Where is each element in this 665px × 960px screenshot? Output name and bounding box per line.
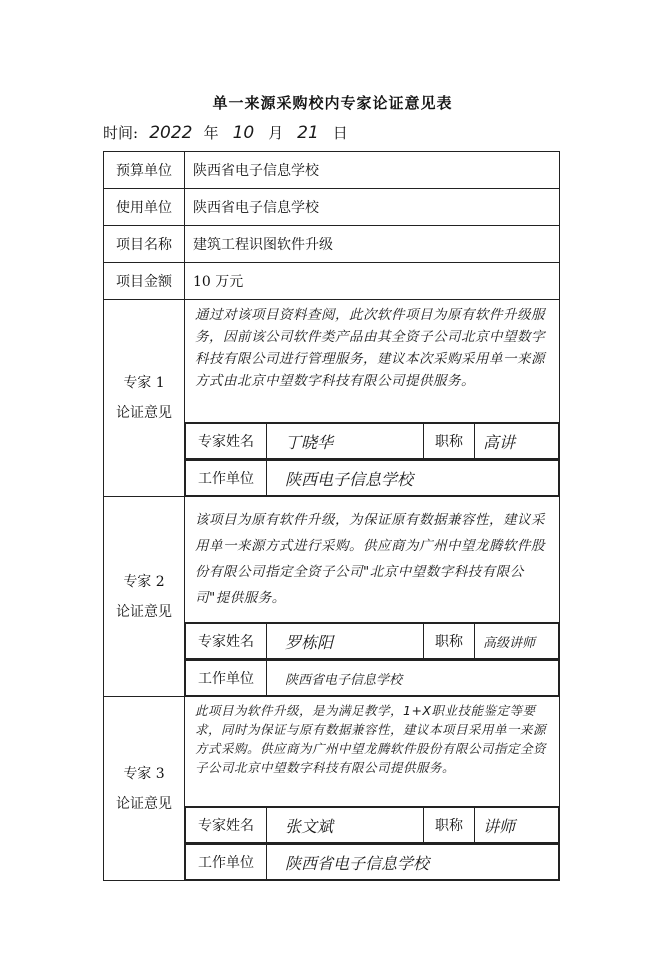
expert-1-title-label: 职称 xyxy=(424,424,475,459)
budget-unit-row xyxy=(104,152,560,189)
expert-3-label-line2: 论证意见 xyxy=(116,795,172,812)
date-year-unit: 年 xyxy=(203,124,219,142)
date-year: 2022 xyxy=(149,123,193,143)
project-amount-value: 10 万元 xyxy=(185,263,560,300)
date-row xyxy=(103,122,348,146)
date-day-unit: 日 xyxy=(332,124,348,142)
expert-3-opinion-row xyxy=(104,697,560,807)
project-name-row xyxy=(104,226,560,263)
expert-2-unit-label: 工作单位 xyxy=(186,661,267,696)
expert-2-name-label: 专家姓名 xyxy=(186,624,267,659)
use-unit-value: 陕西省电子信息学校 xyxy=(185,189,560,226)
expert-3-title: 讲师 xyxy=(475,808,559,843)
expert-1-title: 高讲 xyxy=(475,424,559,459)
expert-opinion-form xyxy=(103,151,560,881)
expert-2-label xyxy=(104,497,185,697)
expert-2-label-line2: 论证意见 xyxy=(116,603,172,620)
expert-1-unit-label: 工作单位 xyxy=(186,461,267,496)
expert-3-label xyxy=(104,697,185,881)
expert-1-name-label: 专家姓名 xyxy=(186,424,267,459)
expert-3-opinion: 此项目为软件升级，是为满足教学，1+X职业技能鉴定等要求，同时为保证与原有数据兼容性，建议本项目采用单一来源方式采购。供应商为广州中望龙腾软件股份有限公司指定全资子公司北京中望数字科技有限公司提供服务。 xyxy=(185,697,560,807)
expert-2-name: 罗栋阳 xyxy=(267,624,424,659)
date-month-unit: 月 xyxy=(268,124,284,142)
date-month: 10 xyxy=(232,123,255,143)
expert-2-label-line1: 专家 2 xyxy=(123,573,165,590)
use-unit-label: 使用单位 xyxy=(104,189,185,226)
project-amount-row xyxy=(104,263,560,300)
expert-1-name: 丁晓华 xyxy=(267,424,424,459)
expert-1-label-line2: 论证意见 xyxy=(116,405,172,421)
expert-3-title-label: 职称 xyxy=(424,808,475,843)
expert-1-label xyxy=(104,300,185,497)
budget-unit-value: 陕西省电子信息学校 xyxy=(185,152,560,189)
expert-3-unit-label: 工作单位 xyxy=(186,845,267,880)
expert-1-label-line1: 专家 1 xyxy=(123,375,165,391)
form-title: 单一来源采购校内专家论证意见表 xyxy=(212,94,453,112)
use-unit-row xyxy=(104,189,560,226)
project-name-value: 建筑工程识图软件升级 xyxy=(185,226,560,263)
project-name-label: 项目名称 xyxy=(104,226,185,263)
expert-2-title: 高级讲师 xyxy=(475,624,559,659)
project-amount-label: 项目金额 xyxy=(104,263,185,300)
expert-2-unit: 陕西省电子信息学校 xyxy=(267,661,559,696)
expert-3-name-label: 专家姓名 xyxy=(186,808,267,843)
expert-3-label-line1: 专家 3 xyxy=(123,765,165,782)
date-label: 时间: xyxy=(103,124,139,142)
date-day: 21 xyxy=(297,123,319,143)
expert-3-unit: 陕西省电子信息学校 xyxy=(267,845,559,880)
expert-2-opinion-row xyxy=(104,497,560,623)
expert-1-opinion: 通过对该项目资料查阅，此次软件项目为原有软件升级服务，因前该公司软件类产品由其全资子公司北京中望数字科技有限公司进行管理服务，建议本次采购采用单一来源方式由北京中望数字科技有限公司提供服务。 xyxy=(185,300,560,423)
expert-3-name: 张文斌 xyxy=(267,808,424,843)
expert-2-title-label: 职称 xyxy=(424,624,475,659)
budget-unit-label: 预算单位 xyxy=(104,152,185,189)
expert-1-opinion-row xyxy=(104,300,560,423)
expert-2-opinion: 该项目为原有软件升级，为保证原有数据兼容性，建议采用单一来源方式进行采购。供应商为广州中望龙腾软件股份有限公司指定全资子公司"北京中望数字科技有限公司"提供服务。 xyxy=(185,497,560,623)
expert-1-unit: 陕西电子信息学校 xyxy=(267,461,559,496)
